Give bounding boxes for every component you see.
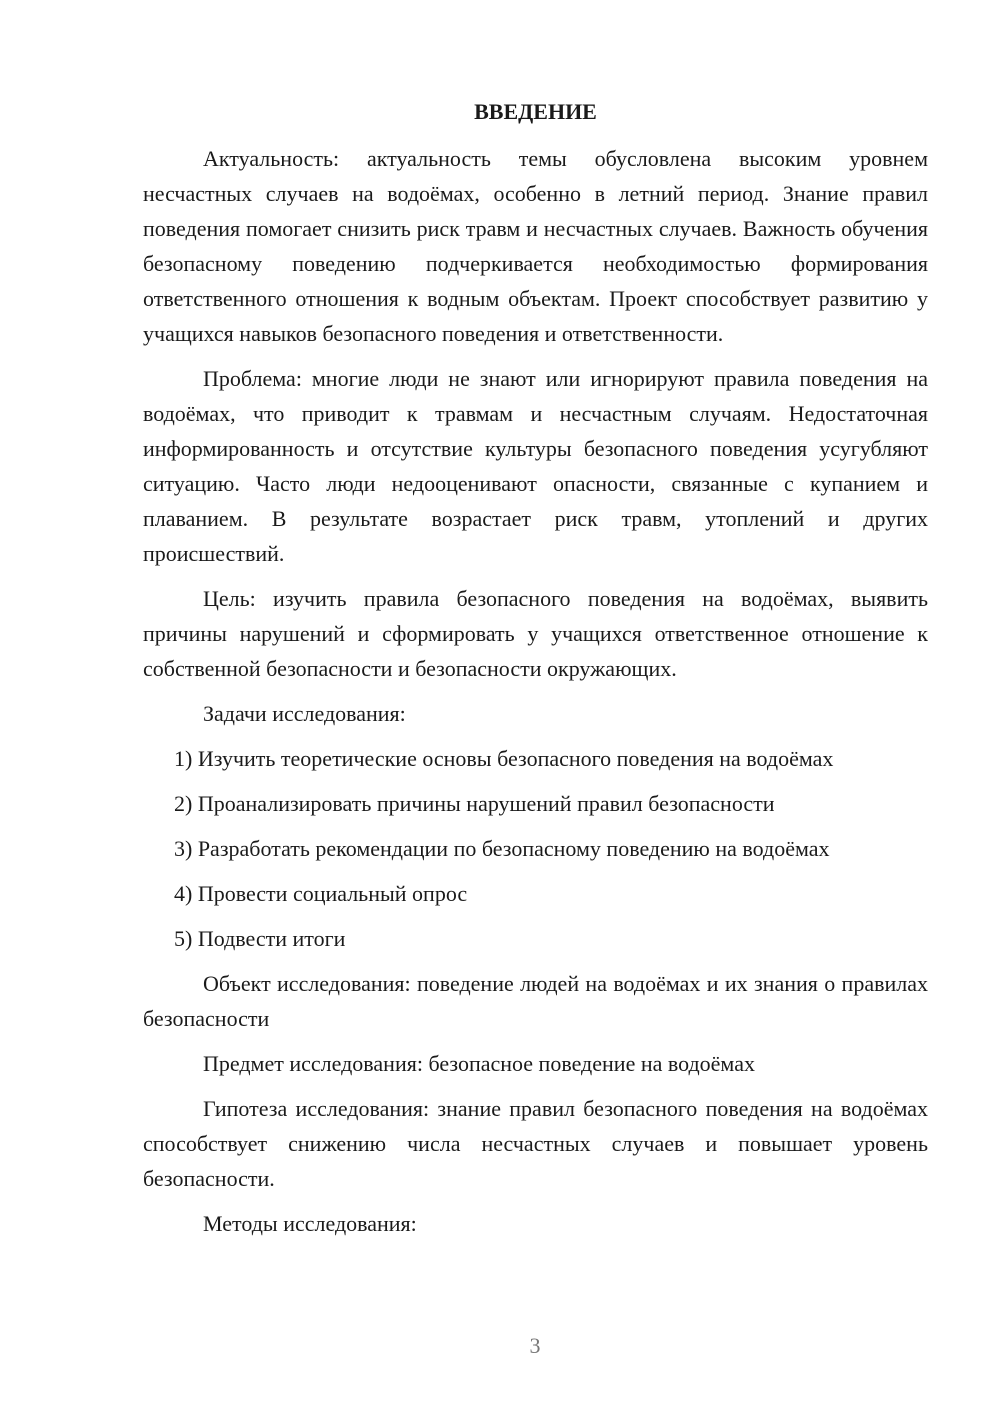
methods-heading: Методы исследования: <box>203 1211 417 1236</box>
paragraph-object: Объект исследования: поведение людей на водоёмах и их знания о правилах безопасности <box>143 971 928 1031</box>
page-number: 3 <box>529 1333 541 1358</box>
paragraph-goal: Цель: изучить правила безопасного поведения на водоёмах, выявить причины нарушений и сформировать у учащихся ответственное отношение к собственной безопасности и безопасности окружающих. <box>143 586 928 681</box>
page-content <box>143 94 928 1251</box>
tasks-heading: Задачи исследования: <box>203 701 406 726</box>
paragraph-hypothesis: Гипотеза исследования: знание правил безопасного поведения на водоёмах способствует снижению числа несчастных случаев и повышает уровень безопасности. <box>143 1096 928 1191</box>
tasks-list <box>143 741 928 956</box>
paragraph-relevance: Актуальность: актуальность темы обусловлена высоким уровнем несчастных случаев на водоёмах, особенно в летний период. Знание правил поведения помогает снизить риск травм и несчастных случаев. Важность обучения безопасному поведению подчеркивается необходимостью формирования ответственного отношения к водным объектам. Проект способствует развитию у учащихся навыков безопасного поведения и ответственности. <box>143 146 928 346</box>
paragraph-problem: Проблема: многие люди не знают или игнорируют правила поведения на водоёмах, что приводит к травмам и несчастным случаям. Недостаточная информированность и отсутствие культуры безопасного поведения усугубляют ситуацию. Часто люди недооценивают опасности, связанные с купанием и плаванием. В результате возрастает риск травм, утоплений и других происшествий. <box>143 366 928 566</box>
task-item-1: 1) Изучить теоретические основы безопасного поведения на водоёмах <box>174 746 834 771</box>
task-item-3: 3) Разработать рекомендации по безопасному поведению на водоёмах <box>174 836 830 861</box>
task-item-4: 4) Провести социальный опрос <box>174 881 468 906</box>
task-item-5: 5) Подвести итоги <box>174 926 346 951</box>
task-item-2: 2) Проанализировать причины нарушений правил безопасности <box>174 791 775 816</box>
page-title: ВВЕДЕНИЕ <box>474 99 597 124</box>
paragraph-subject: Предмет исследования: безопасное поведение на водоёмах <box>203 1051 755 1076</box>
